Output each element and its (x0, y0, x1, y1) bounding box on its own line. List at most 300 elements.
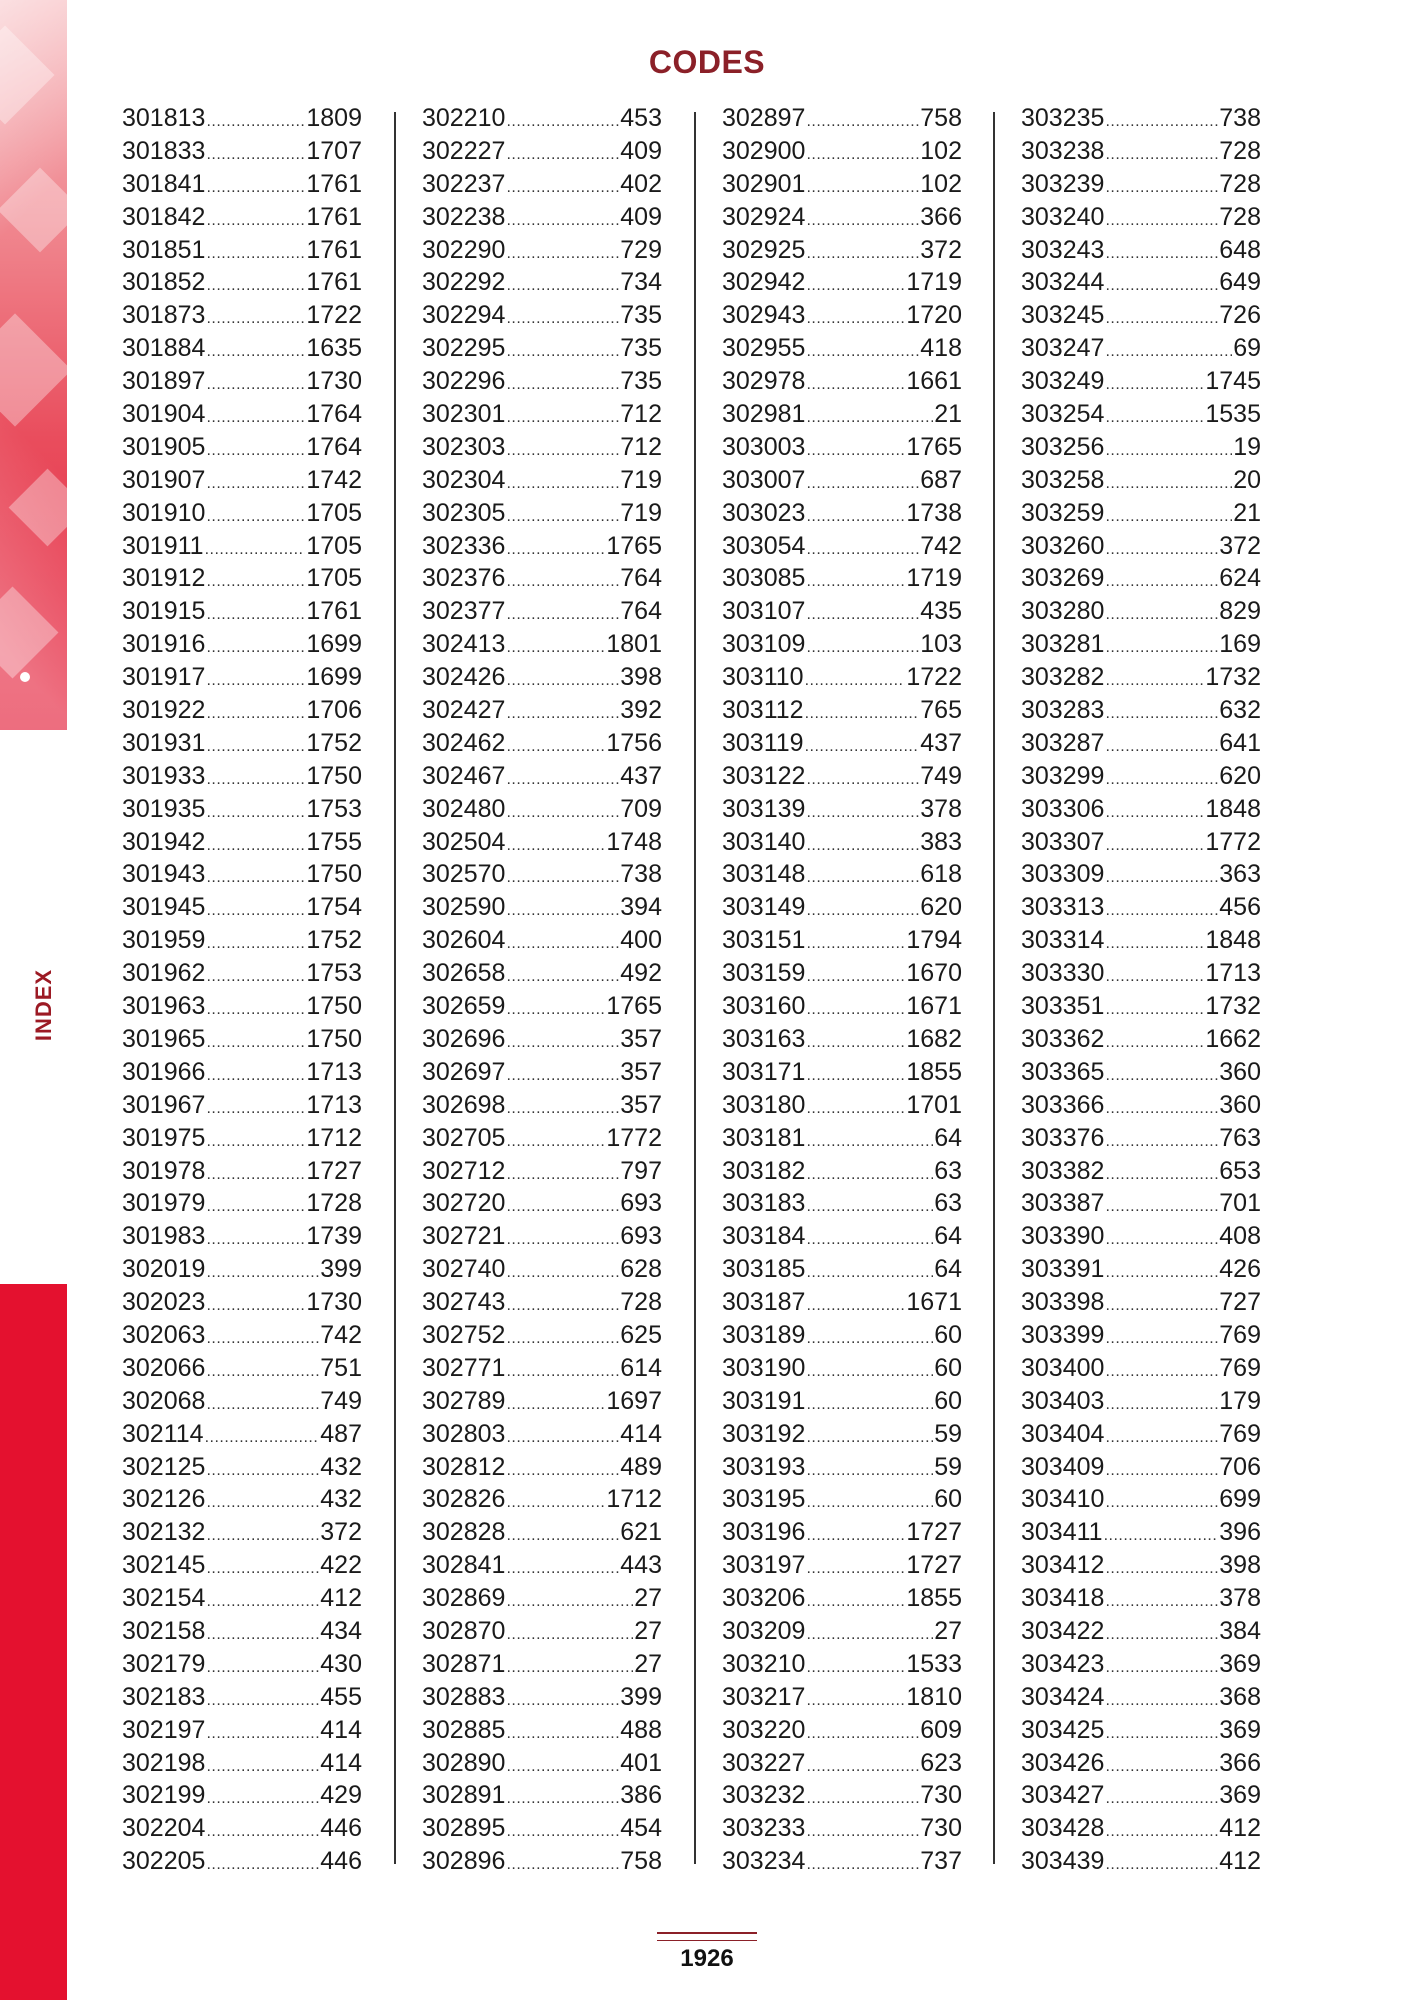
index-entry (722, 1418, 962, 1451)
dot-leader (805, 665, 906, 698)
entry-page: 1764 (306, 400, 362, 429)
entry-code: 303183 (722, 1189, 806, 1218)
entry-code: 303023 (722, 498, 806, 527)
entry-code: 303249 (1021, 367, 1105, 396)
entry-code: 303366 (1021, 1090, 1105, 1119)
index-entry (422, 826, 662, 859)
dot-leader (806, 435, 905, 468)
dot-leader (1105, 1652, 1218, 1685)
index-entry (722, 365, 962, 398)
dot-leader (206, 566, 305, 599)
dot-leader (1105, 632, 1218, 665)
entry-code: 303245 (1021, 301, 1105, 330)
dot-leader (806, 994, 905, 1027)
entry-code: 302295 (422, 334, 506, 363)
index-entry (122, 595, 362, 628)
entry-page: 1738 (906, 498, 962, 527)
entry-page: 446 (320, 1814, 362, 1843)
entry-page: 1720 (906, 301, 962, 330)
index-entry (1021, 1648, 1261, 1681)
entry-code: 303426 (1021, 1748, 1105, 1777)
entry-code: 301967 (122, 1090, 206, 1119)
dot-leader (206, 994, 305, 1027)
entry-code: 303258 (1021, 465, 1105, 494)
dot-leader (206, 1323, 319, 1356)
entry-code: 302925 (722, 235, 806, 264)
entry-page: 366 (1219, 1748, 1261, 1777)
entry-page: 1671 (906, 1288, 962, 1317)
entry-page: 1756 (606, 728, 662, 757)
dot-leader (806, 1323, 933, 1356)
entry-page: 27 (634, 1584, 662, 1613)
index-entry (722, 1681, 962, 1714)
dot-leader (806, 797, 919, 830)
entry-page: 179 (1219, 1386, 1261, 1415)
index-entry (122, 1122, 362, 1155)
entry-page: 409 (620, 136, 662, 165)
index-entry (1021, 760, 1261, 793)
index-entry (722, 1253, 962, 1286)
index-entry (122, 628, 362, 661)
dot-leader (206, 1520, 319, 1553)
index-entry (1021, 201, 1261, 234)
index-entry (1021, 1516, 1261, 1549)
index-entry (422, 957, 662, 990)
dot-leader (206, 172, 305, 205)
decor-shard (0, 168, 67, 253)
index-entry (422, 234, 662, 267)
entry-page: 399 (320, 1255, 362, 1284)
dot-leader (806, 369, 905, 402)
entry-code: 302812 (422, 1452, 506, 1481)
entry-page: 758 (920, 104, 962, 132)
dot-leader (506, 698, 619, 731)
dot-leader (806, 1718, 919, 1751)
dot-leader (1105, 106, 1218, 139)
entry-code: 303269 (1021, 564, 1105, 593)
entry-code: 302743 (422, 1288, 506, 1317)
dot-leader (206, 1389, 319, 1422)
index-entry (1021, 332, 1261, 365)
dot-leader (1105, 797, 1204, 830)
dot-leader (806, 1290, 905, 1323)
entry-page: 765 (920, 696, 962, 725)
entry-page: 1809 (306, 104, 362, 132)
entry-code: 302237 (422, 169, 506, 198)
entry-code: 303409 (1021, 1452, 1105, 1481)
index-entry (722, 431, 962, 464)
entry-code: 303163 (722, 1024, 806, 1053)
dot-leader (206, 468, 305, 501)
entry-page: 1705 (306, 564, 362, 593)
entry-code: 303422 (1021, 1616, 1105, 1645)
entry-code: 302427 (422, 696, 506, 725)
dot-leader (1105, 1060, 1218, 1093)
index-entry (422, 1812, 662, 1845)
index-entry (422, 1122, 662, 1155)
entry-page: 437 (620, 761, 662, 790)
index-entry (122, 727, 362, 760)
index-entry (422, 1681, 662, 1714)
entry-page: 1761 (306, 268, 362, 297)
entry-code: 302869 (422, 1584, 506, 1613)
entry-code: 302019 (122, 1255, 206, 1284)
entry-page: 1761 (306, 202, 362, 231)
index-entry (422, 530, 662, 563)
dot-leader (806, 1126, 933, 1159)
index-entry (722, 990, 962, 1023)
entry-code: 301851 (122, 235, 206, 264)
dot-leader (206, 1027, 305, 1060)
index-entry (1021, 1220, 1261, 1253)
entry-code: 303007 (722, 465, 806, 494)
entry-code: 301975 (122, 1123, 206, 1152)
entry-page: 621 (620, 1518, 662, 1547)
entry-page: 1713 (1205, 959, 1261, 988)
dot-leader (806, 1586, 905, 1619)
index-entry (422, 1451, 662, 1484)
index-entry (722, 201, 962, 234)
index-entry (122, 661, 362, 694)
entry-page: 1742 (306, 465, 362, 494)
entry-page: 729 (620, 235, 662, 264)
entry-code: 302413 (422, 630, 506, 659)
entry-page: 1671 (906, 992, 962, 1021)
index-entry (422, 497, 662, 530)
entry-code: 303112 (722, 696, 804, 725)
entry-page: 620 (920, 893, 962, 922)
entry-code: 303003 (722, 432, 806, 461)
index-entry (422, 332, 662, 365)
entry-page: 400 (620, 926, 662, 955)
dot-leader (1105, 665, 1204, 698)
index-entry (122, 1681, 362, 1714)
index-entry (422, 1747, 662, 1780)
index-entry (422, 891, 662, 924)
dot-leader (1105, 270, 1218, 303)
dot-leader (506, 961, 619, 994)
index-entry (422, 793, 662, 826)
entry-page: 1732 (1205, 992, 1261, 1021)
entry-code: 301842 (122, 202, 206, 231)
dot-leader (206, 1356, 319, 1389)
entry-page: 735 (620, 367, 662, 396)
index-entry (422, 1056, 662, 1089)
entry-page: 742 (320, 1320, 362, 1349)
entry-code: 303399 (1021, 1320, 1105, 1349)
entry-code: 302890 (422, 1748, 506, 1777)
index-entry (1021, 1845, 1261, 1878)
entry-page: 699 (1219, 1485, 1261, 1514)
entry-code: 302658 (422, 959, 506, 988)
index-entry (422, 299, 662, 332)
index-entry (122, 135, 362, 168)
entry-code: 302883 (422, 1682, 506, 1711)
entry-page: 435 (920, 597, 962, 626)
entry-page: 453 (620, 104, 662, 132)
index-entry (422, 990, 662, 1023)
index-entry (722, 1319, 962, 1352)
dot-leader (506, 1751, 619, 1784)
entry-code: 302504 (422, 827, 506, 856)
entry-code: 302978 (722, 367, 806, 396)
entry-code: 303428 (1021, 1814, 1105, 1843)
dot-leader (206, 1751, 319, 1784)
index-entry (422, 1845, 662, 1878)
index-entry (1021, 102, 1261, 135)
dot-leader (206, 106, 305, 139)
entry-code: 302126 (122, 1485, 206, 1514)
dot-leader (1105, 1751, 1218, 1784)
dot-leader (506, 139, 619, 172)
index-entry (122, 1451, 362, 1484)
index-entry (1021, 727, 1261, 760)
index-entry (1021, 299, 1261, 332)
index-entry (422, 562, 662, 595)
dot-leader (206, 1849, 319, 1882)
index-entry (122, 760, 362, 793)
index-entry (422, 924, 662, 957)
entry-page: 735 (620, 301, 662, 330)
dot-leader (506, 1159, 619, 1192)
entry-code: 303282 (1021, 663, 1105, 692)
index-entry (422, 1779, 662, 1812)
entry-code: 303412 (1021, 1551, 1105, 1580)
entry-code: 301910 (122, 498, 206, 527)
dot-leader (806, 1455, 933, 1488)
dot-leader (806, 566, 905, 599)
entry-code: 303109 (722, 630, 806, 659)
entry-page: 618 (920, 860, 962, 889)
index-entry (122, 168, 362, 201)
entry-code: 303390 (1021, 1222, 1105, 1251)
entry-code: 301907 (122, 465, 206, 494)
entry-page: 357 (620, 1024, 662, 1053)
entry-code: 302696 (422, 1024, 506, 1053)
index-entry (422, 760, 662, 793)
entry-page: 102 (920, 136, 962, 165)
entry-page: 609 (920, 1715, 962, 1744)
entry-page: 430 (320, 1649, 362, 1678)
dot-leader (506, 106, 619, 139)
dot-leader (1105, 1093, 1218, 1126)
dot-leader (1105, 1783, 1218, 1816)
dot-leader (206, 336, 305, 369)
index-entry (122, 694, 362, 727)
index-entry (122, 234, 362, 267)
entry-code: 303191 (722, 1386, 806, 1415)
index-entry (1021, 431, 1261, 464)
dot-leader (806, 1060, 905, 1093)
dot-leader (1105, 139, 1218, 172)
entry-page: 763 (1219, 1123, 1261, 1152)
entry-page: 1765 (906, 432, 962, 461)
index-entry (722, 793, 962, 826)
entry-page: 422 (320, 1551, 362, 1580)
entry-page: 394 (620, 893, 662, 922)
dot-leader (1105, 1356, 1218, 1389)
dot-leader (1105, 402, 1204, 435)
dot-leader (1105, 1455, 1218, 1488)
entry-page: 19 (1233, 432, 1261, 461)
index-entry (722, 1056, 962, 1089)
dot-leader (806, 205, 919, 238)
dot-leader (206, 1718, 319, 1751)
entry-page: 1761 (306, 235, 362, 264)
dot-leader (806, 1027, 905, 1060)
codes-column-3 (722, 102, 962, 1878)
index-entry (422, 1253, 662, 1286)
entry-page: 383 (920, 827, 962, 856)
dot-leader (506, 303, 619, 336)
entry-page: 63 (934, 1156, 962, 1185)
dot-leader (506, 1816, 619, 1849)
entry-page: 764 (620, 597, 662, 626)
index-entry (422, 168, 662, 201)
entry-code: 302712 (422, 1156, 506, 1185)
index-entry (422, 1516, 662, 1549)
entry-code: 303209 (722, 1616, 806, 1645)
index-entry (722, 727, 962, 760)
dot-leader (1105, 698, 1218, 731)
dot-leader (506, 468, 619, 501)
index-entry (722, 694, 962, 727)
index-entry (722, 530, 962, 563)
entry-page: 372 (1219, 531, 1261, 560)
entry-page: 1719 (906, 564, 962, 593)
dot-leader (1105, 172, 1218, 205)
dot-leader (206, 1487, 319, 1520)
dot-leader (506, 1520, 619, 1553)
entry-page: 1772 (1205, 827, 1261, 856)
index-entry (422, 1714, 662, 1747)
dot-leader (1105, 994, 1204, 1027)
entry-page: 103 (920, 630, 962, 659)
dot-leader (806, 1159, 933, 1192)
entry-code: 303193 (722, 1452, 806, 1481)
entry-page: 59 (934, 1452, 962, 1481)
entry-page: 402 (620, 169, 662, 198)
entry-page: 1752 (306, 728, 362, 757)
entry-code: 303244 (1021, 268, 1105, 297)
dot-leader (506, 172, 619, 205)
entry-code: 303280 (1021, 597, 1105, 626)
entry-code: 303427 (1021, 1781, 1105, 1810)
dot-leader (506, 1093, 619, 1126)
index-entry (722, 595, 962, 628)
index-entry (122, 1385, 362, 1418)
entry-code: 303404 (1021, 1419, 1105, 1448)
entry-code: 303234 (722, 1847, 806, 1876)
entry-page: 1745 (1205, 367, 1261, 396)
entry-page: 1713 (306, 1057, 362, 1086)
index-entry (722, 1812, 962, 1845)
dot-leader (206, 731, 305, 764)
entry-page: 734 (620, 268, 662, 297)
index-entry (1021, 1747, 1261, 1780)
index-entry (1021, 1812, 1261, 1845)
index-entry (722, 1714, 962, 1747)
entry-page: 360 (1219, 1090, 1261, 1119)
entry-code: 303281 (1021, 630, 1105, 659)
entry-page: 1670 (906, 959, 962, 988)
entry-code: 303306 (1021, 794, 1105, 823)
entry-code: 303247 (1021, 334, 1105, 363)
index-entry (422, 628, 662, 661)
entry-page: 443 (620, 1551, 662, 1580)
dot-leader (1105, 1718, 1218, 1751)
entry-page: 372 (320, 1518, 362, 1547)
entry-page: 432 (320, 1485, 362, 1514)
dot-leader (206, 139, 305, 172)
entry-code: 303180 (722, 1090, 806, 1119)
entry-code: 303398 (1021, 1288, 1105, 1317)
dot-leader (506, 1126, 605, 1159)
entry-code: 303439 (1021, 1847, 1105, 1876)
entry-page: 693 (620, 1222, 662, 1251)
dot-leader (806, 830, 919, 863)
entry-code: 303195 (722, 1485, 806, 1514)
dot-leader (1105, 1290, 1218, 1323)
codes-column-4 (1021, 102, 1261, 1878)
dot-leader (206, 1159, 305, 1192)
dot-leader (806, 862, 919, 895)
index-entry (722, 1023, 962, 1056)
index-entry (122, 299, 362, 332)
entry-page: 769 (1219, 1320, 1261, 1349)
entry-code: 302063 (122, 1320, 206, 1349)
dot-leader (206, 1586, 319, 1619)
entry-page: 1855 (906, 1584, 962, 1613)
entry-page: 632 (1219, 696, 1261, 725)
index-entry (722, 858, 962, 891)
entry-page: 434 (320, 1616, 362, 1645)
entry-code: 303220 (722, 1715, 806, 1744)
index-entry (722, 1845, 962, 1878)
entry-page: 1705 (306, 498, 362, 527)
index-entry (422, 102, 662, 135)
index-entry (422, 1155, 662, 1188)
entry-page: 628 (620, 1255, 662, 1284)
entry-code: 302897 (722, 104, 806, 132)
entry-page: 60 (934, 1353, 962, 1382)
entry-code: 302752 (422, 1320, 506, 1349)
dot-leader (806, 1553, 905, 1586)
entry-page: 1761 (306, 597, 362, 626)
entry-page: 749 (920, 761, 962, 790)
entry-code: 303185 (722, 1255, 806, 1284)
dot-leader (806, 928, 905, 961)
dot-leader (1105, 599, 1218, 632)
dot-leader (1105, 303, 1218, 336)
index-entry (122, 1615, 362, 1648)
index-entry (122, 957, 362, 990)
index-entry (122, 1253, 362, 1286)
dot-leader (806, 139, 919, 172)
index-entry (722, 628, 962, 661)
dot-leader (1105, 1191, 1218, 1224)
entry-page: 456 (1219, 893, 1261, 922)
entry-code: 301911 (122, 531, 204, 560)
dot-leader (506, 928, 619, 961)
index-entry (422, 398, 662, 431)
entry-code: 303192 (722, 1419, 806, 1448)
entry-code: 303217 (722, 1682, 806, 1711)
dot-leader (206, 1224, 305, 1257)
index-entry (722, 1385, 962, 1418)
entry-code: 302199 (122, 1781, 206, 1810)
dot-leader (1105, 1619, 1218, 1652)
